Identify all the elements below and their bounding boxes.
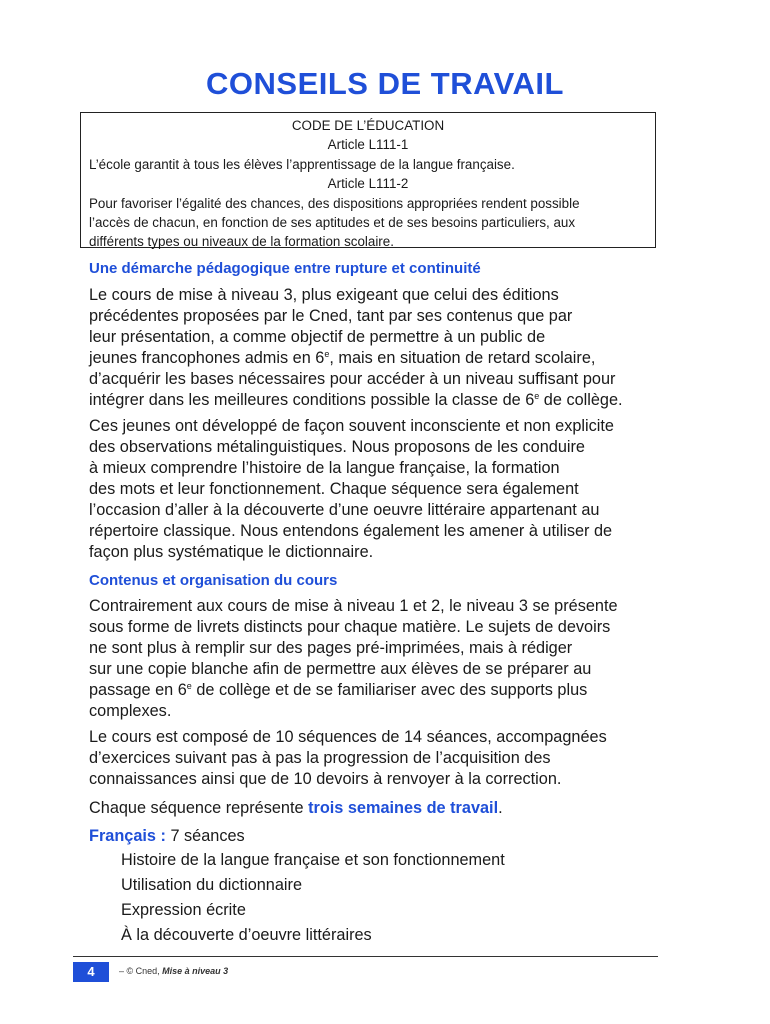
footer-divider: [73, 956, 658, 957]
list-item: Utilisation du dictionnaire: [121, 876, 303, 894]
text-line: sous forme de livrets distincts pour chaque matière. Le sujets de devoirs: [89, 618, 611, 636]
text-fragment: de collège et de se familiariser avec des supports plus: [191, 681, 588, 699]
text-fragment: passage en 6: [89, 681, 187, 699]
superscript: e: [186, 681, 192, 691]
publication-title: Mise à niveau 3: [162, 966, 229, 976]
list-item: À la découverte d’oeuvre littéraires: [121, 926, 372, 944]
list-item: Histoire de la langue française et son fonctionnement: [121, 851, 505, 869]
text-line: connaissances ainsi que de 10 devoirs à renvoyer à la correction.: [89, 770, 562, 788]
article-l111-1-text: L’école garantit à tous les élèves l’apprentissage de la langue française.: [89, 156, 515, 172]
text-fragment: de collège.: [539, 391, 623, 409]
page-title: CONSEILS DE TRAVAIL: [206, 66, 564, 101]
text-line: précédentes proposées par le Cned, tant par ses contenus que par: [89, 307, 573, 325]
text-line: façon plus systématique le dictionnaire.: [89, 543, 374, 561]
article-l111-2-line: différents types ou niveaux de la formation scolaire.: [89, 234, 394, 250]
francais-line: [89, 826, 669, 847]
text-line: d’acquérir les bases nécessaires pour accéder à un niveau suffisant pour: [89, 370, 616, 388]
paragraph-contrairement: [89, 596, 669, 722]
paragraph-objectif: [89, 285, 669, 411]
text-line: ne sont plus à remplir sur des pages pré-imprimées, mais à rédiger: [89, 639, 573, 657]
article-l111-2-label: Article L111-2: [327, 176, 409, 192]
francais-seances: 7 séances: [165, 827, 245, 845]
section-title-contenus: Contenus et organisation du cours: [89, 572, 338, 589]
text-fragment: intégrer dans les meilleures conditions possible la classe de 6: [89, 391, 535, 409]
text-line: sur une copie blanche afin de permettre aux élèves de se préparer au: [89, 660, 592, 678]
page-number: 4: [73, 962, 109, 982]
section-title-demarche: Une démarche pédagogique entre rupture et continuité: [89, 260, 481, 277]
text-line: [89, 798, 669, 819]
text-line: [89, 390, 669, 411]
paragraph-composition: [89, 727, 669, 790]
text-fragment: Chaque séquence représente: [89, 799, 309, 817]
francais-label: Français :: [89, 827, 166, 845]
text-line: à mieux comprendre l’histoire de la langue française, la formation: [89, 459, 560, 477]
text-line: leur présentation, a comme objectif de permettre à un public de: [89, 328, 546, 346]
text-line: Le cours de mise à niveau 3, plus exigeant que celui des éditions: [89, 286, 559, 304]
text-line: d’exercices suivant pas à pas la progression de l’acquisition des: [89, 749, 551, 767]
article-l111-2-line: l’accès de chacun, en fonction de ses aptitudes et de ses besoins particuliers, aux: [89, 215, 576, 231]
text-line: Le cours est composé de 10 séquences de 14 séances, accompagnées: [89, 728, 607, 746]
text-line: répertoire classique. Nous entendons également les amener à utiliser de: [89, 522, 613, 540]
text-line: l’occasion d’aller à la découverte d’une oeuvre littéraire appartenant au: [89, 501, 600, 519]
text-line: des mots et leur fonctionnement. Chaque séquence sera également: [89, 480, 579, 498]
code-heading: CODE DE L’ÉDUCATION: [291, 118, 445, 133]
article-l111-1-label: Article L111-1: [327, 137, 409, 153]
paragraph-semaines: [89, 798, 669, 819]
code-education-box: [80, 112, 656, 248]
paragraph-jeunes: [89, 416, 669, 563]
footer-copyright: [119, 966, 228, 976]
text-line: [89, 680, 669, 701]
text-fragment: .: [498, 799, 503, 817]
superscript: e: [534, 391, 540, 401]
article-l111-2-line: Pour favoriser l’égalité des chances, des dispositions appropriées rendent possible: [89, 195, 580, 211]
superscript: e: [324, 349, 330, 359]
text-line: [89, 826, 669, 847]
text-line: des observations métalinguistiques. Nous proposons de les conduire: [89, 438, 585, 456]
text-line: complexes.: [89, 702, 172, 720]
text-line: Ces jeunes ont développé de façon souvent inconsciente et non explicite: [89, 417, 614, 435]
text-line: Contrairement aux cours de mise à niveau 1 et 2, le niveau 3 se présente: [89, 597, 618, 615]
text-fragment: , mais en situation de retard scolaire,: [329, 349, 596, 367]
copyright-text: – © Cned,: [119, 966, 163, 976]
text-line: [89, 348, 669, 369]
list-item: Expression écrite: [121, 901, 246, 919]
highlight-trois-semaines: trois semaines de travail: [308, 799, 499, 817]
text-fragment: jeunes francophones admis en 6: [89, 349, 325, 367]
